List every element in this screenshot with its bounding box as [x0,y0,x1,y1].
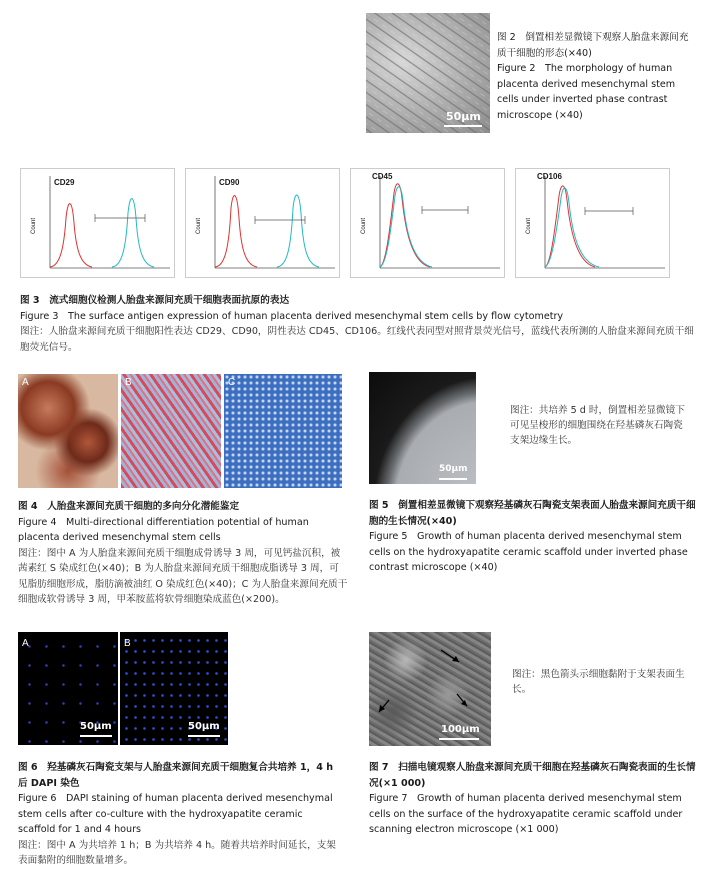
fig5-scale-label: 50μm [439,464,468,474]
fig6-scale-label-a: 50μm [80,721,112,732]
flow-plot-cd29 [20,168,175,278]
fig4-panel-c [224,374,342,488]
fig7-sem-image [369,632,491,746]
fig6-panel-a [18,632,118,745]
fig6-label-a: A [22,638,29,649]
flow-yaxis-cd45: Count [361,217,368,235]
fig7-scale-label: 100μm [441,724,480,735]
fig7-caption [369,760,699,838]
fig4-title-en: Figure 4 Multi-directional differentiation potential of human placenta derived mesenchymal stem cells [18,516,309,543]
fig5-title: 图 5 倒置相差显微镜下观察羟基磷灰石陶瓷支架表面人胎盘来源间充质干细胞的生长情况(×40) [369,500,696,527]
fig4-panel-b [121,374,221,488]
fig3-panels [20,168,690,283]
fig7-side-note: 图注：黑色箭头示细胞黏附于支架表面生长。 [512,669,685,695]
flow-yaxis-cd106: Count [526,217,533,235]
fig4-label-b: B [125,377,132,388]
fig5-caption [369,498,699,576]
flow-label-cd29: CD29 [54,178,75,187]
fig6-label-b: B [124,638,131,649]
flow-label-cd45: CD45 [372,172,393,181]
flow-panel-cd45 [350,168,505,278]
fig3-title: 图 3 流式细胞仪检测人胎盘来源间充质干细胞表面抗原的表达 [20,295,290,306]
fig4-panel-a [18,374,118,488]
flow-yaxis-cd90: Count [196,217,203,235]
flow-label-cd90: CD90 [219,178,240,187]
fig4-label-a: A [22,377,29,388]
fig5-side-note: 图注：共培养 5 d 时，倒置相差显微镜下可见呈梭形的细胞围绕在羟基磷灰石陶瓷支架边缘生长。 [510,405,685,446]
fig6-panel-b [120,632,228,745]
flow-panel-cd106 [515,168,670,278]
flow-panel-cd90 [185,168,340,278]
fig6-caption [18,760,338,869]
fig2-scale-label: 50μm [446,110,481,123]
fig4-caption [18,499,348,608]
fig6-note: 图注：图中 A 为共培养 1 h；B 为共培养 4 h。随着共培养时间延长，支架表面黏附的细胞数量增多。 [18,839,336,866]
flow-plot-cd90 [185,168,340,278]
fig2-micrograph [366,13,490,133]
fig2-title-en: Figure 2 The morphology of human placenta derived mesenchymal stem cells under inverted phase contrast microscope (×40) [497,63,676,121]
fig5-title-en: Figure 5 Growth of human placenta derived mesenchymal stem cells on the hydroxyapatite ceramic scaffold under inverted phase contrast microscope (×40) [369,531,688,573]
fig6-title: 图 6 羟基磷灰石陶瓷支架与人胎盘来源间充质干细胞复合共培养 1，4 h 后 DAPI 染色 [18,762,334,789]
fig4-title: 图 4 人胎盘来源间充质干细胞的多向分化潜能鉴定 [18,501,240,512]
flow-yaxis-cd29: Count [31,217,38,235]
fig3-note: 图注：人胎盘来源间充质干细胞阳性表达 CD29、CD90，阴性表达 CD45、CD106。红线代表同型对照背景荧光信号，蓝线代表所测的人胎盘来源间充质干细胞荧光信号。 [20,326,694,353]
fig6-scale-bar-b [188,735,220,737]
fig6-title-en: Figure 6 DAPI staining of human placenta derived mesenchymal stem cells after co-culture with the hydroxyapatite ceramic scaffold for 1 and 4 hours [18,793,333,835]
fig5-scale-bar [439,478,467,480]
flow-panel-cd29 [20,168,175,278]
fig2-scale-bar [444,125,482,127]
flow-plot-cd106 [515,168,670,278]
fig2-title: 图 2 倒置相差显微镜下观察人胎盘来源间充质干细胞的形态(×40) [497,32,689,59]
fig3-title-en: Figure 3 The surface antigen expression of human placenta derived mesenchymal stem cells by flow cytometry [20,310,564,322]
fig7-title-en: Figure 7 Growth of human placenta derived mesenchymal stem cells on the surface of the hydroxyapatite ceramic scaffold under scanning electron microscope (×1 000) [369,793,683,835]
flow-plot-cd45 [350,168,505,278]
flow-label-cd106: CD106 [537,172,562,181]
fig7-scale-bar [439,738,479,740]
fig6-scale-bar-a [80,735,112,737]
fig6-scale-label-b: 50μm [188,721,220,732]
fig5-micrograph [369,372,476,484]
fig2-caption [497,30,695,123]
fig7-title: 图 7 扫描电镜观察人胎盘来源间充质干细胞在羟基磷灰石陶瓷表面的生长情况(×1 000) [369,762,696,789]
fig4-label-c: C [228,377,236,388]
fig3-caption [20,293,700,355]
fig4-note: 图注：图中 A 为人胎盘来源间充质干细胞成骨诱导 3 周，可见钙盐沉积，被茜素红 S 染成红色(×40)；B 为人胎盘来源间充质干细胞成脂诱导 3 周，可见脂肪细胞形成，脂肪滴被油红 O 染成红色(×40)；C 为人胎盘来源间充质干细胞成软骨诱导 3 周，甲苯胺蓝将软骨细胞染成蓝色(×200)。 [18,547,348,605]
